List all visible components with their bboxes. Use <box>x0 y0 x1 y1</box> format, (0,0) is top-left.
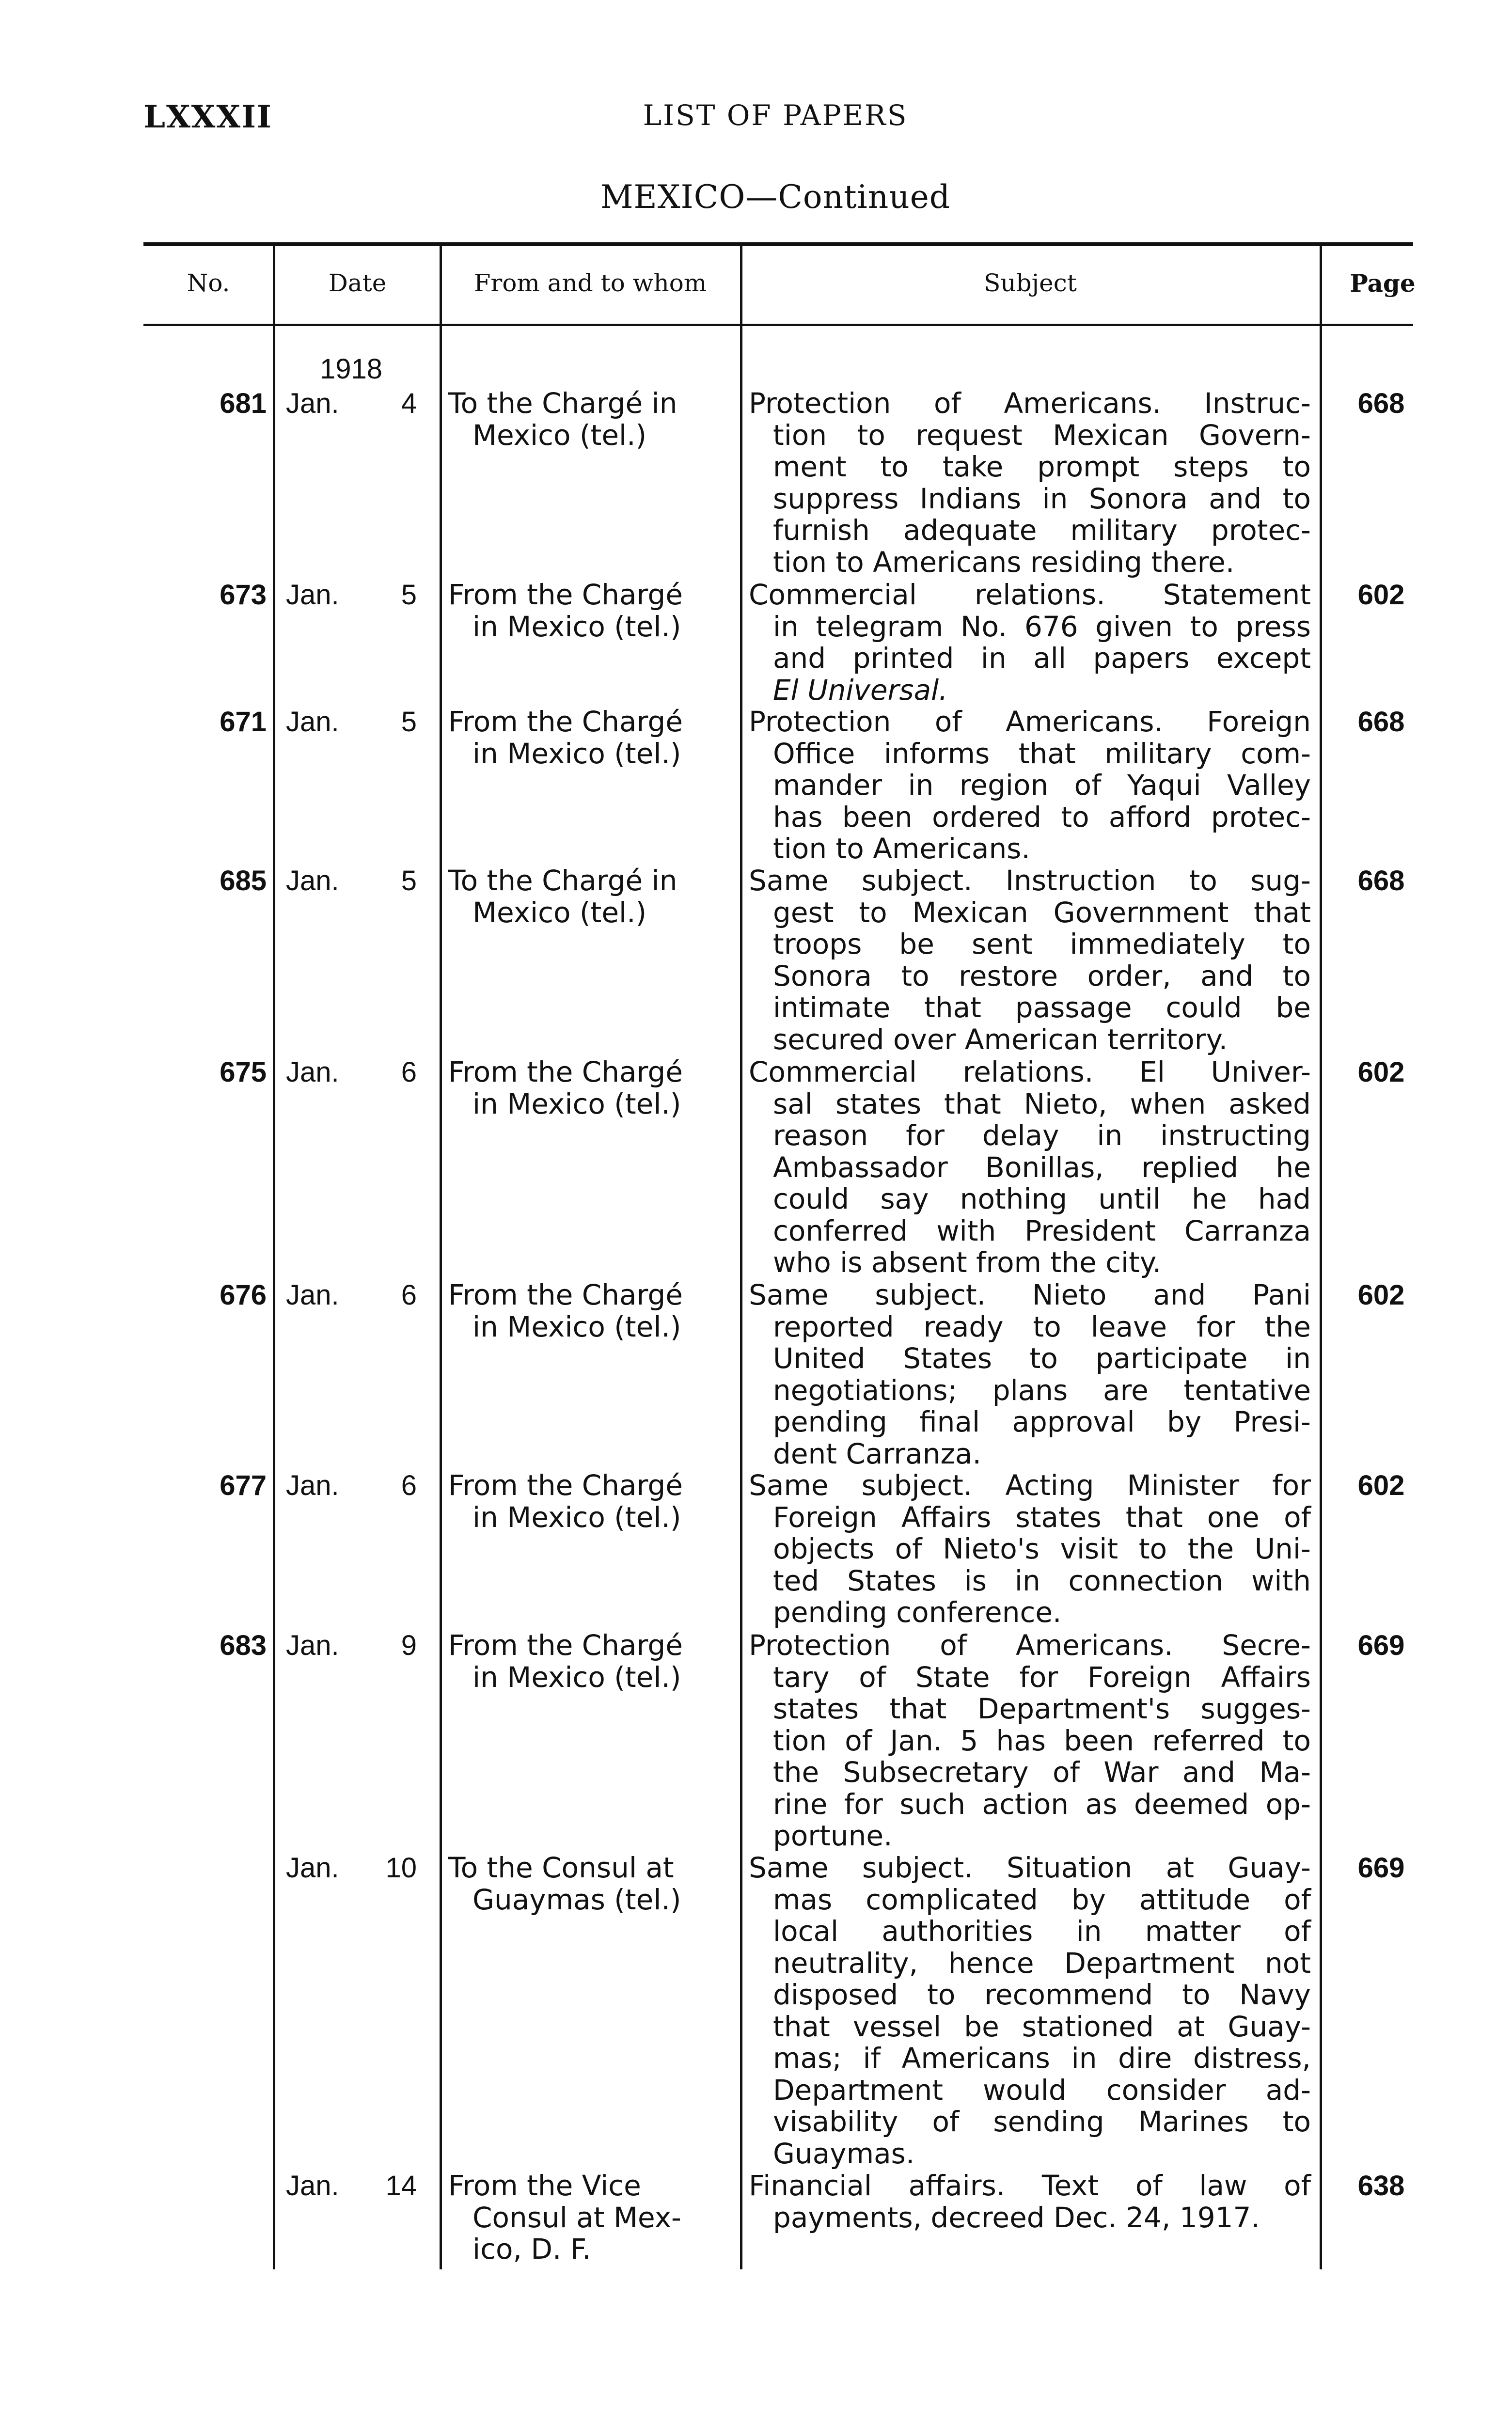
from-line: Guaymas (tel.) <box>472 1883 681 1916</box>
subject-line: local authorities in matter of <box>773 1915 1311 1948</box>
subject-line: tion to Americans residing there. <box>773 545 1235 579</box>
subject-line: has been ordered to afford protec- <box>773 800 1311 834</box>
subject-line: pending final approval by Presi- <box>773 1405 1311 1438</box>
subject-line: states that Department's sugges- <box>773 1692 1311 1725</box>
row-month: Jan. <box>286 2170 339 2202</box>
subject-line: the Subsecretary of War and Ma- <box>773 1756 1311 1789</box>
row-date <box>286 2170 426 2202</box>
row-date <box>286 1852 426 1884</box>
row-subject <box>749 706 1311 865</box>
row-date <box>286 1630 426 1662</box>
row-subject <box>749 1279 1311 1470</box>
subject-line: negotiations; plans are tentative <box>773 1373 1311 1407</box>
subject-line: mas; if Americans in dire distress, <box>773 2042 1311 2075</box>
row-from-to <box>448 1056 729 1120</box>
row-number: 673 <box>220 579 267 611</box>
row-page: 602 <box>1357 579 1405 611</box>
from-line: ico, D. F. <box>472 2233 591 2266</box>
row-day: 6 <box>401 1279 417 1311</box>
running-head: LIST OF PAPERS <box>643 99 908 132</box>
subject-line: visability of sending Marines to <box>773 2105 1311 2138</box>
subject-line: secured over American territory. <box>773 1023 1228 1056</box>
row-subject <box>749 865 1311 1055</box>
row-page: 638 <box>1357 2170 1405 2202</box>
subject-line: Office informs that military com- <box>773 737 1311 770</box>
column-divider <box>440 326 442 2269</box>
subject-line: United States to participate in <box>773 1342 1311 1375</box>
row-from-to <box>448 388 729 451</box>
row-number: 681 <box>220 388 267 419</box>
row-number: 685 <box>220 865 267 897</box>
subject-line: suppress Indians in Sonora and to <box>773 482 1311 515</box>
subject-line: tion of Jan. 5 has been referred to <box>773 1724 1311 1757</box>
column-divider <box>273 245 275 326</box>
from-line: From the Vice <box>448 2169 641 2202</box>
row-day: 6 <box>401 1056 417 1088</box>
row-subject <box>749 388 1311 578</box>
subject-line: intimate that passage could be <box>773 991 1311 1024</box>
row-month: Jan. <box>286 579 339 611</box>
row-number: 683 <box>220 1630 267 1661</box>
column-divider <box>740 326 742 2269</box>
subject-line: ted States is in connection with <box>773 1564 1311 1597</box>
row-page: 668 <box>1357 388 1405 419</box>
subject-line: Ambassador Bonillas, replied he <box>773 1150 1311 1184</box>
row-subject <box>749 1470 1311 1629</box>
subject-line: Department would consider ad- <box>773 2073 1311 2107</box>
subject-line: Same subject. Acting Minister for <box>749 1469 1311 1502</box>
subject-line: dent Carranza. <box>773 1437 981 1470</box>
subject-line: that vessel be stationed at Guay- <box>773 2010 1311 2043</box>
row-page: 602 <box>1357 1056 1405 1088</box>
subject-line: Foreign Affairs states that one of <box>773 1500 1311 1534</box>
row-day: 5 <box>401 579 417 611</box>
row-month: Jan. <box>286 1056 339 1088</box>
row-from-to <box>448 2170 729 2266</box>
row-number: 677 <box>220 1470 267 1501</box>
from-line: From the Chargé <box>448 1278 683 1311</box>
from-line: in Mexico (tel.) <box>472 1660 681 1694</box>
subject-line: El Universal. <box>773 673 948 707</box>
subject-line: reported ready to leave for the <box>773 1310 1311 1343</box>
subject-line: Financial affairs. Text of law of <box>749 2169 1311 2202</box>
from-line: To the Chargé in <box>448 387 677 420</box>
row-day: 5 <box>401 865 417 897</box>
from-line: in Mexico (tel.) <box>472 1310 681 1343</box>
row-number: 671 <box>220 706 267 738</box>
from-line: in Mexico (tel.) <box>472 1500 681 1534</box>
subject-line: ment to take prompt steps to <box>773 450 1311 483</box>
row-month: Jan. <box>286 865 339 897</box>
row-date <box>286 1279 426 1311</box>
row-month: Jan. <box>286 1279 339 1311</box>
subject-line: mander in region of Yaqui Valley <box>773 769 1311 802</box>
subject-line: Commercial relations. El Univer- <box>749 1055 1311 1088</box>
page-number: LXXXII <box>143 99 272 135</box>
subject-line: tion to request Mexican Govern- <box>773 418 1311 452</box>
row-subject <box>749 1852 1311 2170</box>
section-title: MEXICO—Continued <box>600 178 951 216</box>
row-from-to <box>448 579 729 643</box>
subject-line: Same subject. Situation at Guay- <box>749 1851 1311 1884</box>
from-line: From the Chargé <box>448 1055 683 1088</box>
row-subject <box>749 1056 1311 1279</box>
row-page: 602 <box>1357 1279 1405 1311</box>
subject-line: Commercial relations. Statement <box>749 578 1311 611</box>
subject-line: Same subject. Instruction to sug- <box>749 864 1311 897</box>
from-line: Mexico (tel.) <box>472 896 647 929</box>
subject-line: pending conference. <box>773 1596 1062 1629</box>
from-line: Mexico (tel.) <box>472 418 647 452</box>
row-from-to <box>448 1630 729 1693</box>
from-line: Consul at Mex- <box>472 2201 681 2234</box>
subject-line: Protection of Americans. Instruc- <box>749 387 1311 420</box>
row-day: 4 <box>401 388 417 419</box>
from-line: in Mexico (tel.) <box>472 1087 681 1120</box>
from-line: From the Chargé <box>448 1629 683 1662</box>
row-day: 5 <box>401 706 417 738</box>
row-date <box>286 706 426 738</box>
subject-line: who is absent from the city. <box>773 1246 1162 1279</box>
subject-line: sal states that Nieto, when asked <box>773 1087 1311 1120</box>
row-page: 668 <box>1357 706 1405 738</box>
from-line: To the Chargé in <box>448 864 677 897</box>
column-header-from-to: From and to whom <box>473 269 707 297</box>
subject-line: Sonora to restore order, and to <box>773 959 1311 992</box>
row-month: Jan. <box>286 1630 339 1661</box>
row-day: 10 <box>385 1852 417 1884</box>
from-line: From the Chargé <box>448 1469 683 1502</box>
column-divider <box>1320 326 1322 2269</box>
subject-line: in telegram No. 676 given to press <box>773 610 1311 643</box>
row-subject <box>749 1630 1311 1852</box>
row-page: 668 <box>1357 865 1405 897</box>
subject-line: Protection of Americans. Secre- <box>749 1629 1311 1662</box>
row-from-to <box>448 1852 729 1916</box>
from-line: in Mexico (tel.) <box>472 737 681 770</box>
header-bottom-rule <box>143 324 1413 326</box>
subject-line: troops be sent immediately to <box>773 928 1311 960</box>
row-subject <box>749 579 1311 706</box>
row-page: 669 <box>1357 1630 1405 1661</box>
subject-line: mas complicated by attitude of <box>773 1883 1311 1916</box>
row-number: 676 <box>220 1279 267 1311</box>
row-from-to <box>448 865 729 928</box>
row-page: 602 <box>1357 1470 1405 1501</box>
subject-line: tary of State for Foreign Affairs <box>773 1660 1311 1694</box>
subject-line: payments, decreed Dec. 24, 1917. <box>773 2201 1260 2234</box>
year-label: 1918 <box>320 353 383 385</box>
column-header-date: Date <box>328 269 387 297</box>
row-number: 675 <box>220 1056 267 1088</box>
column-header-no: No. <box>187 269 230 297</box>
subject-line: gest to Mexican Government that <box>773 896 1311 929</box>
subject-line: furnish adequate military protec- <box>773 514 1311 547</box>
column-header-page: Page <box>1350 269 1416 298</box>
row-month: Jan. <box>286 388 339 419</box>
subject-line: could say nothing until he had <box>773 1182 1311 1215</box>
subject-line: Same subject. Nieto and Pani <box>749 1278 1311 1311</box>
row-month: Jan. <box>286 706 339 738</box>
subject-line: Guaymas. <box>773 2137 915 2170</box>
row-date <box>286 579 426 611</box>
row-from-to <box>448 1279 729 1343</box>
row-day: 6 <box>401 1470 417 1501</box>
row-day: 9 <box>401 1630 417 1661</box>
row-date <box>286 1470 426 1502</box>
row-from-to <box>448 1470 729 1533</box>
subject-line: objects of Nieto's visit to the Uni- <box>773 1532 1311 1565</box>
subject-line: tion to Americans. <box>773 832 1030 865</box>
subject-line: disposed to recommend to Navy <box>773 1978 1311 2011</box>
row-subject <box>749 2170 1311 2234</box>
from-line: To the Consul at <box>448 1851 674 1884</box>
subject-line: reason for delay in instructing <box>773 1119 1311 1152</box>
row-date <box>286 388 426 420</box>
subject-line: Protection of Americans. Foreign <box>749 705 1311 738</box>
subject-line: neutrality, hence Department not <box>773 1946 1311 1980</box>
from-line: From the Chargé <box>448 705 683 738</box>
subject-line: conferred with President Carranza <box>773 1214 1311 1247</box>
row-date <box>286 1056 426 1088</box>
table-top-rule <box>143 242 1413 246</box>
from-line: in Mexico (tel.) <box>472 610 681 643</box>
row-date <box>286 865 426 897</box>
row-page: 669 <box>1357 1852 1405 1884</box>
row-from-to <box>448 706 729 770</box>
subject-line: rine for such action as deemed op- <box>773 1787 1311 1821</box>
column-header-subject: Subject <box>984 269 1077 297</box>
row-month: Jan. <box>286 1470 339 1501</box>
column-divider <box>273 326 275 2269</box>
subject-line: and printed in all papers except <box>773 642 1311 675</box>
subject-line: portune. <box>773 1819 893 1852</box>
row-month: Jan. <box>286 1852 339 1884</box>
from-line: From the Chargé <box>448 578 683 611</box>
row-day: 14 <box>385 2170 417 2202</box>
